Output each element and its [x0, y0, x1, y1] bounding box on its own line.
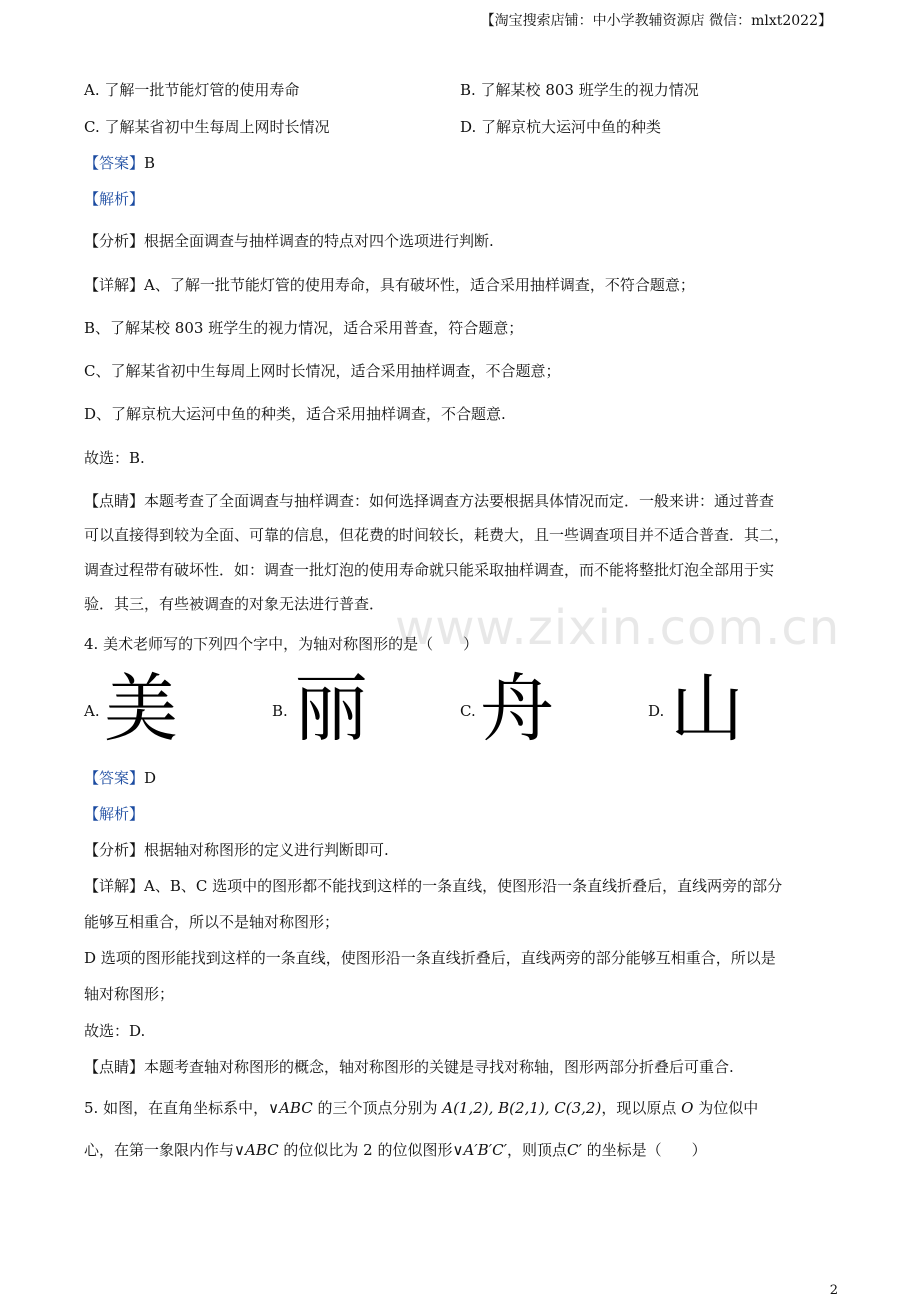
fenxi-label: 【分析】	[84, 232, 145, 250]
comment-label: 【点睛】	[84, 1058, 145, 1076]
fenxi-label: 【分析】	[84, 841, 145, 859]
detail-label: 【详解】	[84, 276, 145, 294]
q5-text: 的坐标是（ ）	[581, 1141, 707, 1159]
q3-detail-a	[84, 274, 695, 295]
q5-text: 为位似中	[693, 1099, 759, 1117]
q4-fenxi	[84, 839, 389, 860]
answer-value: D	[144, 769, 157, 787]
detail-label: 【详解】	[84, 877, 145, 895]
q3-comment-line4: 验．其三，有些被调查的对象无法进行普查．	[84, 595, 385, 613]
q5-line2	[84, 1139, 707, 1160]
q5-text: 5. 如图，在直角坐标系中，	[84, 1099, 269, 1117]
q3-option-d: D. 了解京杭大运河中鱼的种类	[460, 118, 662, 136]
q4-comment	[84, 1056, 734, 1077]
q3-detail-d: D、了解京杭大运河中鱼的种类，适合采用抽样调查，不合题意.	[84, 405, 506, 423]
q4-option-c-label: C.	[460, 702, 476, 720]
q4-option-b-label: B.	[272, 702, 288, 720]
detail-text: A、B、C 选项中的图形都不能找到这样的一条直线，使图形沿一条直线折叠后，直线两旁的部分	[144, 877, 783, 895]
q4-answer	[84, 767, 156, 788]
q4-choice: 故选：D.	[84, 1022, 146, 1040]
q4-detail-line1	[84, 875, 782, 896]
q4-detail-line4: 轴对称图形；	[84, 985, 175, 1003]
q3-option-c: C. 了解某省初中生每周上网时长情况	[84, 118, 330, 136]
q3-option-b: B. 了解某校 803 班学生的视力情况	[460, 81, 699, 99]
q3-option-a: A. 了解一批节能灯管的使用寿命	[84, 81, 300, 99]
comment-text: 本题考查了全面调查与抽样调查：如何选择调查方法要根据具体情况而定．一般来讲：通过普查	[144, 492, 775, 510]
q3-detail-b: B、了解某校 803 班学生的视力情况，适合采用普查，符合题意；	[84, 319, 524, 337]
q5-line1	[84, 1097, 758, 1118]
q3-fenxi	[84, 230, 494, 251]
answer-label: 【答案】	[84, 769, 145, 787]
q3-comment-line3: 调查过程带有破坏性．如：调查一批灯泡的使用寿命就只能采取抽样调查，而不能将整批灯泡全部用于实	[84, 561, 775, 579]
triangle-abc: ∨ABC	[268, 1099, 313, 1117]
page-header: 【淘宝搜索店铺：中小学教辅资源店 微信：mlxt2022】	[480, 13, 832, 29]
fenxi-text: 根据全面调查与抽样调查的特点对四个选项进行判断.	[144, 232, 494, 250]
q3-choice: 故选：B.	[84, 449, 145, 467]
q4-detail-line3: D 选项的图形能找到这样的一条直线，使图形沿一条直线折叠后，直线两旁的部分能够互相重合，所以是	[84, 949, 776, 967]
watermark: www.zixin.com.cn	[395, 600, 841, 656]
q4-option-a-label: A.	[84, 702, 100, 720]
q4-analysis-label: 【解析】	[84, 805, 145, 823]
q3-answer	[84, 152, 155, 173]
q4-stem: 4. 美术老师写的下列四个字中，为轴对称图形的是（ ）	[84, 635, 479, 653]
triangle-abc-prime: ∨A′B′C′	[452, 1141, 507, 1159]
q5-text: ，现以原点	[601, 1099, 682, 1117]
q4-detail-line2: 能够互相重合，所以不是轴对称图形；	[84, 913, 340, 931]
q3-comment-line1	[84, 490, 774, 511]
triangle-abc: ∨ABC	[234, 1141, 279, 1159]
q4-option-d-label: D.	[648, 702, 665, 720]
comment-text: 本题考查轴对称图形的概念，轴对称图形的关键是寻找对称轴，图形两部分折叠后可重合.	[144, 1058, 734, 1076]
comment-label: 【点睛】	[84, 492, 145, 510]
q5-text: ，则顶点	[507, 1141, 568, 1159]
q4-option-d-char: 山	[670, 666, 744, 752]
page-number: 2	[829, 1283, 838, 1298]
q4-option-a-char: 美	[104, 666, 178, 752]
q3-analysis-label: 【解析】	[84, 190, 145, 208]
q5-text: 的三个顶点分别为	[312, 1099, 443, 1117]
q3-detail-c: C、了解某省初中生每周上网时长情况，适合采用抽样调查，不合题意；	[84, 362, 561, 380]
vertex-c-prime: C′	[567, 1141, 582, 1159]
answer-value: B	[144, 154, 156, 172]
answer-label: 【答案】	[84, 154, 145, 172]
fenxi-text: 根据轴对称图形的定义进行判断即可.	[144, 841, 389, 859]
q4-option-b-char: 丽	[294, 666, 368, 752]
q5-text: 心，在第一象限内作与	[84, 1141, 235, 1159]
q4-option-c-char: 舟	[480, 666, 554, 752]
origin-o: O	[681, 1099, 694, 1117]
q5-text: 的位似比为 2 的位似图形	[278, 1141, 453, 1159]
vertex-coordinates: A(1,2), B(2,1), C(3,2)	[442, 1099, 602, 1117]
q3-comment-line2: 可以直接得到较为全面、可靠的信息，但花费的时间较长，耗费大，且一些调查项目并不适合普查．其二，	[84, 526, 790, 544]
detail-text: A、了解一批节能灯管的使用寿命，具有破坏性，适合采用抽样调查，不符合题意；	[144, 276, 695, 294]
